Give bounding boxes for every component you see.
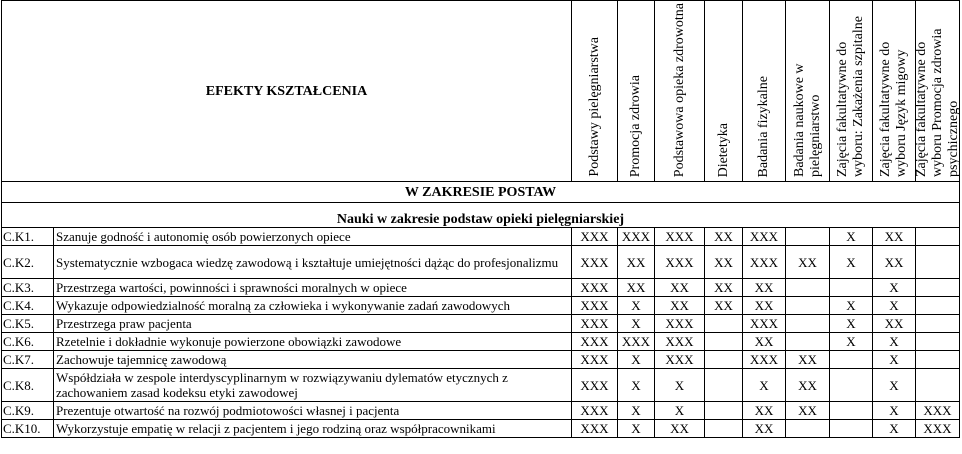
column-header — [705, 1, 743, 182]
coverage-mark: XXX — [572, 315, 618, 333]
outcome-code: C.K1. — [2, 228, 54, 246]
table-row — [2, 351, 960, 369]
outcome-code: C.K9. — [2, 402, 54, 420]
coverage-mark: XX — [705, 246, 743, 279]
coverage-mark: X — [830, 297, 873, 315]
column-header — [830, 1, 873, 182]
section-title: W ZAKRESIE POSTAW — [2, 182, 960, 203]
coverage-mark — [705, 333, 743, 351]
coverage-mark: X — [873, 297, 916, 315]
coverage-mark: X — [830, 333, 873, 351]
coverage-mark: X — [618, 351, 655, 369]
coverage-mark: XX — [705, 228, 743, 246]
coverage-mark — [916, 351, 960, 369]
outcome-description: Przestrzega wartości, powinności i sprawności moralnych w opiece — [54, 279, 572, 297]
coverage-mark: XXX — [572, 297, 618, 315]
table-row — [2, 228, 960, 246]
coverage-mark: X — [618, 315, 655, 333]
column-header-label: Podstawy pielęgniarstwa — [586, 37, 602, 177]
column-header-label: Zajęcia fakultatywne do wyboru Język migowy — [878, 41, 909, 177]
outcome-code: C.K8. — [2, 369, 54, 402]
column-header — [618, 1, 655, 182]
coverage-mark: X — [655, 369, 705, 402]
coverage-mark — [916, 279, 960, 297]
coverage-mark: XX — [743, 420, 786, 438]
coverage-mark: XX — [786, 402, 830, 420]
coverage-mark: XXX — [916, 420, 960, 438]
column-header-label: Badania fizykalne — [756, 75, 771, 177]
coverage-mark: X — [873, 369, 916, 402]
coverage-mark — [705, 315, 743, 333]
coverage-mark: XXX — [743, 246, 786, 279]
table-body — [2, 1, 960, 438]
column-header — [913, 1, 961, 182]
coverage-mark — [786, 297, 830, 315]
coverage-mark: XXX — [572, 279, 618, 297]
coverage-mark: X — [618, 402, 655, 420]
coverage-mark: XX — [618, 279, 655, 297]
coverage-mark: XX — [743, 279, 786, 297]
coverage-mark — [916, 369, 960, 402]
coverage-mark: XX — [705, 279, 743, 297]
column-header — [572, 1, 618, 182]
column-header — [655, 1, 705, 182]
coverage-mark: X — [873, 279, 916, 297]
coverage-mark: XX — [743, 402, 786, 420]
coverage-mark: X — [743, 369, 786, 402]
table-row — [2, 333, 960, 351]
table-row — [2, 297, 960, 315]
coverage-mark — [916, 228, 960, 246]
coverage-mark — [830, 420, 873, 438]
coverage-mark: X — [873, 420, 916, 438]
coverage-mark — [705, 402, 743, 420]
coverage-mark — [705, 420, 743, 438]
column-header — [873, 1, 916, 182]
column-header-label: Dietetyka — [715, 122, 731, 177]
coverage-mark: X — [873, 402, 916, 420]
outcome-code: C.K2. — [2, 246, 54, 279]
coverage-mark: X — [618, 420, 655, 438]
coverage-mark: XXX — [572, 333, 618, 351]
coverage-mark: XXX — [655, 333, 705, 351]
coverage-mark: XXX — [618, 333, 655, 351]
outcome-code: C.K3. — [2, 279, 54, 297]
table-row — [2, 369, 960, 402]
coverage-mark: XX — [705, 297, 743, 315]
coverage-mark — [916, 315, 960, 333]
coverage-mark: X — [618, 297, 655, 315]
coverage-mark: XX — [786, 369, 830, 402]
coverage-mark — [786, 420, 830, 438]
coverage-mark: X — [830, 246, 873, 279]
table-row — [2, 279, 960, 297]
outcome-code: C.K5. — [2, 315, 54, 333]
coverage-mark: XXX — [618, 228, 655, 246]
coverage-mark — [705, 351, 743, 369]
outcome-description: Rzetelnie i dokładnie wykonuje powierzone obowiązki zawodowe — [54, 333, 572, 351]
coverage-mark: XX — [655, 279, 705, 297]
coverage-mark: XXX — [743, 315, 786, 333]
subsection-row — [2, 203, 960, 228]
coverage-mark: XXX — [572, 369, 618, 402]
coverage-mark — [830, 369, 873, 402]
coverage-mark: XX — [655, 420, 705, 438]
table-row — [2, 246, 960, 279]
outcome-code: C.K6. — [2, 333, 54, 351]
outcome-description: Współdziała w zespole interdyscyplinarnym w rozwiązywaniu dylematów etycznych z zachowaniem zasad kodeksu etyki zawodowej — [54, 369, 572, 402]
outcome-description: Prezentuje otwartość na rozwój podmiotowości własnej i pacjenta — [54, 402, 572, 420]
coverage-mark: XXX — [572, 420, 618, 438]
outcome-description: Wykorzystuje empatię w relacji z pacjentem i jego rodziną oraz współpracownikami — [54, 420, 572, 438]
coverage-mark — [830, 279, 873, 297]
table-row — [2, 420, 960, 438]
outcome-description: Zachowuje tajemnicę zawodową — [54, 351, 572, 369]
header-row — [2, 1, 960, 182]
coverage-mark — [705, 369, 743, 402]
coverage-mark: X — [618, 369, 655, 402]
table-row — [2, 402, 960, 420]
coverage-mark — [786, 279, 830, 297]
column-header-label: Badania naukowe w pielęgniarstwo — [791, 63, 823, 177]
subsection-title: Nauki w zakresie podstaw opieki pielęgniarskiej — [2, 203, 960, 228]
coverage-mark: X — [655, 402, 705, 420]
coverage-mark: XX — [743, 297, 786, 315]
coverage-mark: XXX — [655, 246, 705, 279]
coverage-mark — [916, 246, 960, 279]
coverage-mark: XXX — [572, 351, 618, 369]
table-title: EFEKTY KSZTAŁCENIA — [2, 1, 572, 182]
outcome-code: C.K4. — [2, 297, 54, 315]
coverage-mark: X — [873, 351, 916, 369]
coverage-mark: XX — [786, 246, 830, 279]
column-header — [743, 1, 786, 182]
coverage-mark: XX — [618, 246, 655, 279]
coverage-mark: XXX — [743, 351, 786, 369]
coverage-mark: X — [873, 333, 916, 351]
coverage-mark: X — [830, 315, 873, 333]
coverage-mark: XXX — [572, 402, 618, 420]
outcome-code: C.K7. — [2, 351, 54, 369]
coverage-mark: XXX — [916, 402, 960, 420]
coverage-mark: XX — [786, 351, 830, 369]
outcome-description: Szanuje godność i autonomię osób powierzonych opiece — [54, 228, 572, 246]
coverage-mark — [830, 402, 873, 420]
outcome-code: C.K10. — [2, 420, 54, 438]
column-header — [786, 1, 830, 182]
outcome-description: Systematycznie wzbogaca wiedzę zawodową i kształtuje umiejętności dążąc do profesjonalizmu — [54, 246, 572, 279]
coverage-mark: XX — [873, 246, 916, 279]
coverage-mark: X — [830, 228, 873, 246]
coverage-mark — [786, 228, 830, 246]
coverage-mark — [916, 333, 960, 351]
outcome-description: Przestrzega praw pacjenta — [54, 315, 572, 333]
coverage-mark: XX — [655, 297, 705, 315]
column-header-label: Zajęcia fakultatywne do wyboru Promocja zdrowia psychicznego — [913, 28, 961, 177]
coverage-mark — [916, 297, 960, 315]
coverage-mark: XXX — [743, 228, 786, 246]
coverage-mark: XX — [743, 333, 786, 351]
coverage-mark: XX — [873, 315, 916, 333]
outcome-description: Wykazuje odpowiedzialność moralną za człowieka i wykonywanie zadań zawodowych — [54, 297, 572, 315]
coverage-mark: XXX — [655, 315, 705, 333]
coverage-mark: XX — [873, 228, 916, 246]
coverage-mark — [786, 315, 830, 333]
coverage-mark: XXX — [572, 228, 618, 246]
section-row — [2, 182, 960, 203]
coverage-mark: XXX — [655, 228, 705, 246]
coverage-mark: XXX — [655, 351, 705, 369]
table-row — [2, 315, 960, 333]
coverage-mark — [830, 351, 873, 369]
learning-outcomes-table — [1, 0, 960, 438]
coverage-mark: XXX — [572, 246, 618, 279]
column-header-label: Promocja zdrowia — [628, 74, 643, 177]
column-header-label: Podstawowa opieka zdrowotna — [671, 2, 687, 177]
column-header-label: Zajęcia fakultatywne do wyboru: Zakażenia szpitalne — [835, 16, 866, 177]
coverage-mark — [786, 333, 830, 351]
